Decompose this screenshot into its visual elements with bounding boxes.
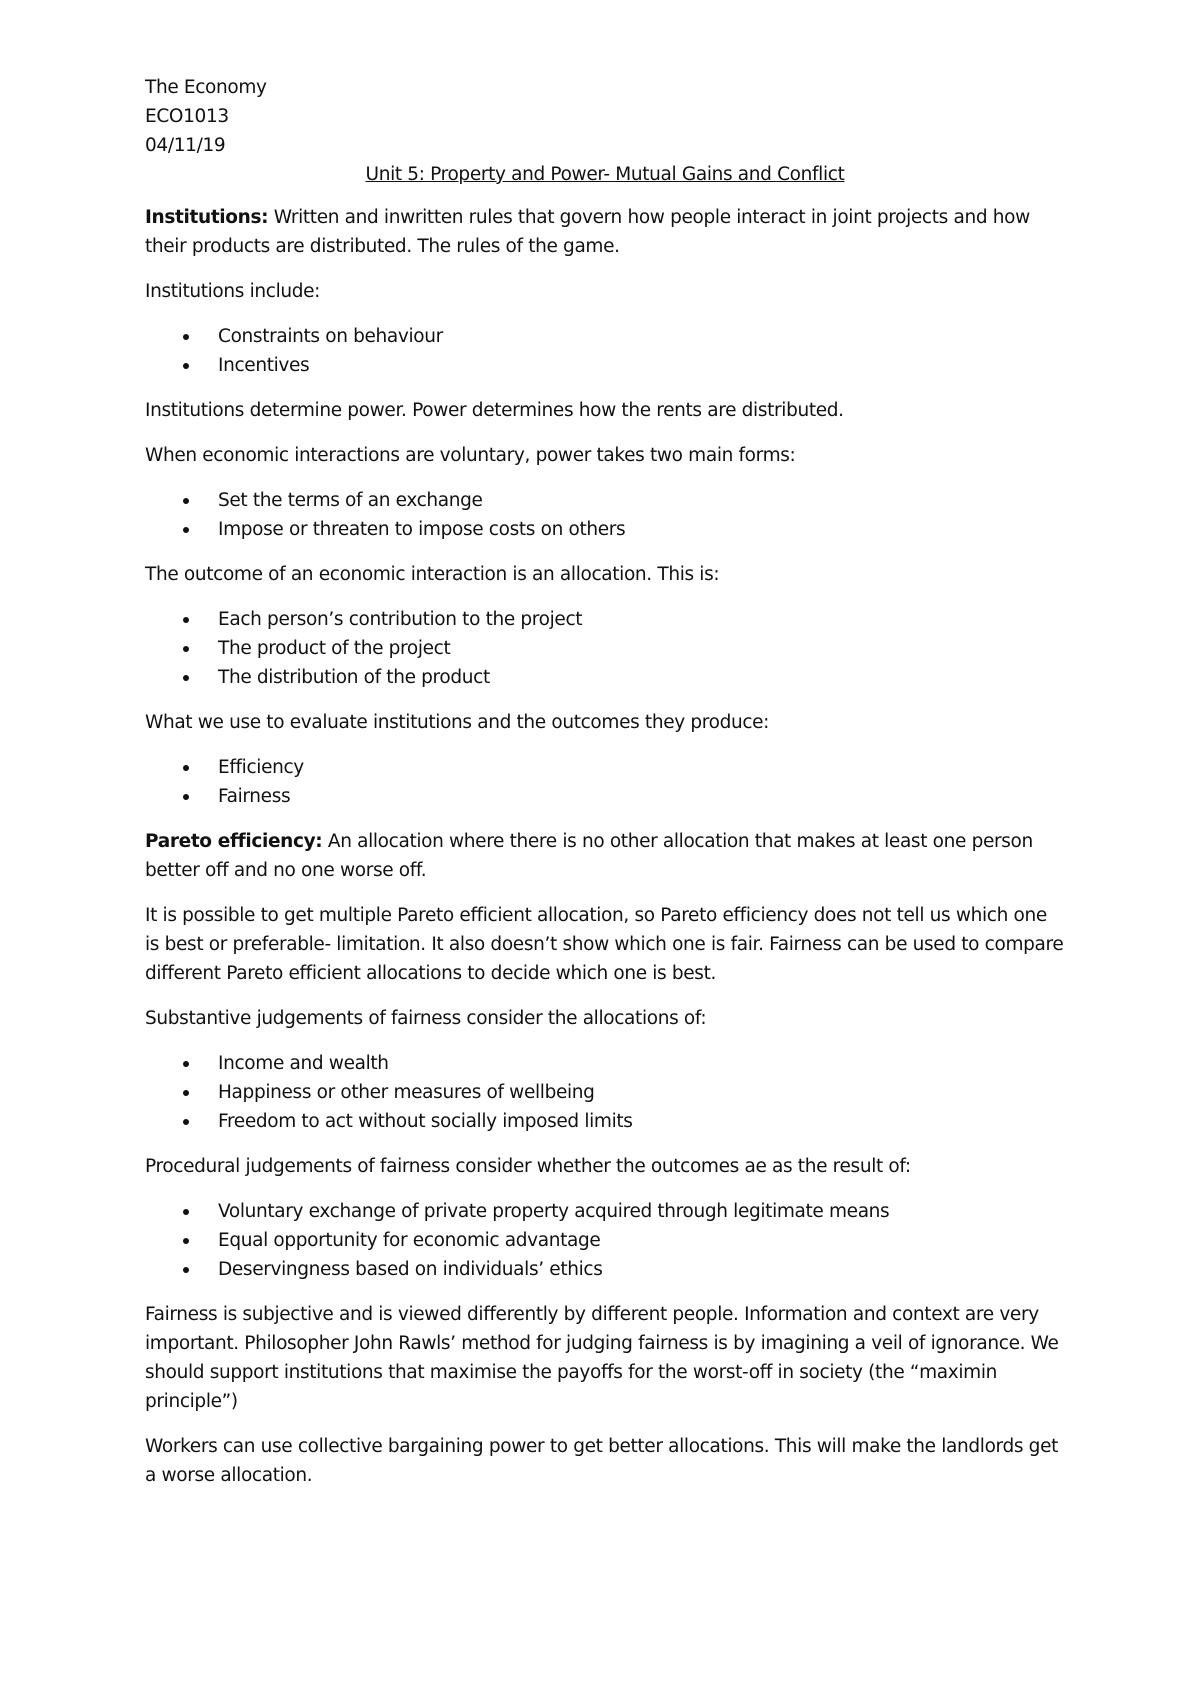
list-item: Impose or threaten to impose costs on others	[145, 515, 1065, 544]
institutions-definition-text: Written and inwritten rules that govern how people interact in joint projects and how their products are distributed. The rules of the game.	[145, 207, 1030, 257]
list-item: Constraints on behaviour	[145, 322, 1065, 351]
date: 04/11/19	[145, 135, 226, 156]
document-body	[145, 73, 1065, 1506]
evaluate-intro: What we use to evaluate institutions and the outcomes they produce:	[145, 712, 770, 733]
list-item: Equal opportunity for economic advantage	[145, 1226, 1065, 1255]
institutions-definition	[145, 203, 1065, 261]
list-item: Freedom to act without socially imposed limits	[145, 1107, 1065, 1136]
power-forms-list	[145, 486, 1065, 544]
list-item: The product of the project	[145, 634, 1065, 663]
substantive-intro: Substantive judgements of fairness consider the allocations of:	[145, 1008, 707, 1029]
term-institutions: Institutions:	[145, 207, 269, 228]
institutions-include-list	[145, 322, 1065, 380]
course-name: The Economy	[145, 77, 267, 98]
pareto-definition-text: An allocation where there is no other allocation that makes at least one person better off and no one worse off.	[145, 831, 1033, 881]
list-item: Deservingness based on individuals’ ethics	[145, 1255, 1065, 1284]
list-item: The distribution of the product	[145, 663, 1065, 692]
rawls-paragraph: Fairness is subjective and is viewed differently by different people. Information and context are very important. Philosopher John Rawls’ method for judging fairness is by imagining a veil of ignorance. We should support institutions that maximise the payoffs for the worst-off in society (the “maximin principle”)	[145, 1304, 1059, 1412]
evaluate-list	[145, 753, 1065, 811]
procedural-list	[145, 1197, 1065, 1284]
list-item: Voluntary exchange of private property acquired through legitimate means	[145, 1197, 1065, 1226]
list-item: Happiness or other measures of wellbeing	[145, 1078, 1065, 1107]
substantive-list	[145, 1049, 1065, 1136]
list-item: Income and wealth	[145, 1049, 1065, 1078]
pareto-paragraph: It is possible to get multiple Pareto efficient allocation, so Pareto efficiency does not tell us which one is best or preferable- limitation. It also doesn’t show which one is fair. Fairness can be used to compare different Pareto efficient allocations to decide which one is best.	[145, 905, 1064, 984]
list-item: Each person’s contribution to the project	[145, 605, 1065, 634]
course-code: ECO1013	[145, 106, 229, 127]
institutions-include-intro: Institutions include:	[145, 281, 321, 302]
outcome-list	[145, 605, 1065, 692]
term-pareto-efficiency: Pareto efficiency:	[145, 831, 323, 852]
list-item: Efficiency	[145, 753, 1065, 782]
list-item: Fairness	[145, 782, 1065, 811]
list-item: Set the terms of an exchange	[145, 486, 1065, 515]
power-forms-intro: When economic interactions are voluntary, power takes two main forms:	[145, 445, 796, 466]
list-item: Incentives	[145, 351, 1065, 380]
document-title: Unit 5: Property and Power- Mutual Gains and Conflict	[365, 164, 845, 185]
pareto-definition	[145, 827, 1065, 885]
procedural-intro: Procedural judgements of fairness consider whether the outcomes ae as the result of:	[145, 1156, 911, 1177]
workers-paragraph: Workers can use collective bargaining power to get better allocations. This will make the landlords get a worse allocation.	[145, 1436, 1059, 1486]
power-paragraph: Institutions determine power. Power determines how the rents are distributed.	[145, 400, 844, 421]
outcome-intro: The outcome of an economic interaction is an allocation. This is:	[145, 564, 720, 585]
